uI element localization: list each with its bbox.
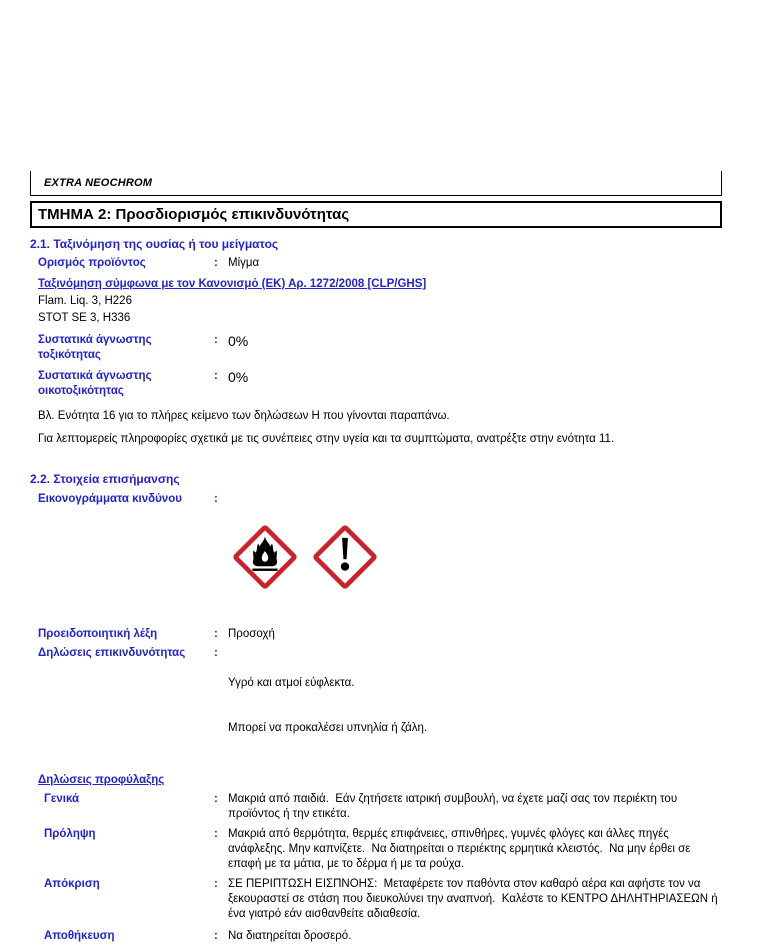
unknown-toxicity-row xyxy=(30,333,722,363)
hazard-statements-label: Δηλώσεις επικινδυνότητας xyxy=(38,647,186,659)
precaution-general-label: Γενικά xyxy=(44,793,80,805)
unknown-toxicity-label: Συστατικά άγνωστης τοξικότητας xyxy=(38,334,152,361)
precaution-general-row xyxy=(30,792,722,822)
colon: : xyxy=(214,628,218,640)
hazard-class-flam-liq: Flam. Liq. 3, H226 xyxy=(38,295,132,307)
running-header-box xyxy=(30,171,722,196)
hazard-class-stot-se: STOT SE 3, H336 xyxy=(38,311,131,324)
colon: : xyxy=(214,493,218,505)
subsection-2-1-heading: 2.1. Ταξινόμηση της ουσίας ή του μείγματος xyxy=(30,237,279,251)
precaution-response-row xyxy=(30,877,722,922)
colon: : xyxy=(214,793,218,805)
subsection-2-2-heading: 2.2. Στοιχεία επισήμανσης xyxy=(30,472,180,486)
precaution-response-value: ΣΕ ΠΕΡΙΠΤΩΣΗ ΕΙΣΠΝΟΗΣ: Μεταφέρετε τον παθόντα στον καθαρό αέρα και αφήστε τον να ξεκουραστεί σε στάση που διευκολύνει την αναπνοή. Καλέστε το ΚΕΝΤΡΟ ΔΗΛΗΤΗΡΙΑΣΕΩΝ ή ένα γιατρό εάν αισθανθείτε αδιαθεσία. xyxy=(228,878,721,920)
signal-word-row xyxy=(30,627,722,642)
product-name: EXTRA NEOCHROM xyxy=(44,177,153,189)
hazard-pictograms-label: Εικονογράμματα κινδύνου xyxy=(38,493,182,505)
flame-pictogram-icon xyxy=(232,524,298,590)
precaution-storage-row xyxy=(30,929,722,944)
section-title-box xyxy=(30,201,722,228)
unknown-ecotoxicity-row xyxy=(30,369,722,399)
signal-word-value: Προσοχή xyxy=(228,628,275,640)
precaution-storage-value: Να διατηρείται δροσερό. xyxy=(228,930,352,942)
exclamation-mark-pictogram-icon xyxy=(312,524,378,590)
precaution-response-label: Απόκριση xyxy=(44,878,100,890)
hazard-statements-value: Υγρό και ατμοί εύφλεκτα. Μπορεί να προκαλέσει υπνηλία ή ζάλη. xyxy=(228,677,428,734)
signal-word-label: Προειδοποιητική λέξη xyxy=(38,628,158,640)
product-definition-value: Μίγμα xyxy=(228,257,260,269)
product-definition-row xyxy=(30,256,722,271)
precaution-general-value: Μακριά από παιδιά. Εάν ζητήσετε ιατρική συμβουλή, να έχετε μαζί σας τον περιέκτη του προϊόντος ή την ετικέτα. xyxy=(228,793,681,820)
unknown-ecotoxicity-value: 0% xyxy=(228,369,249,385)
precaution-prevention-label: Πρόληψη xyxy=(44,828,96,840)
note-h-statements: Βλ. Ενότητα 16 για το πλήρες κείμενο των δηλώσεων H που γίνονται παραπάνω. xyxy=(38,410,450,422)
unknown-ecotoxicity-label: Συστατικά άγνωστης οικοτοξικότητας xyxy=(38,370,152,397)
hazard-pictograms-row xyxy=(30,492,722,620)
colon: : xyxy=(214,878,218,890)
note-section-11: Για λεπτομερείς πληροφορίες σχετικά με τις συνέπειες στην υγεία και τα συμπτώματα, ανατρέξτε στην ενότητα 11. xyxy=(38,433,615,445)
colon: : xyxy=(214,334,218,346)
precautionary-statements-heading: Δηλώσεις προφύλαξης xyxy=(38,774,165,786)
colon: : xyxy=(214,930,218,942)
page-content xyxy=(30,0,722,944)
precaution-prevention-value: Μακριά από θερμότητα, θερμές επιφάνειες, σπινθήρες, γυμνές φλόγες και άλλες πηγές ανάφλεξης. Μην καπνίζετε. Να διατηρείται ο περιέκτης ερμητικά κλειστός. Να μην έρθει σε επαφή με τα μάτια, με το δέρμα ή με τα ρούχα. xyxy=(228,828,694,870)
colon: : xyxy=(214,828,218,840)
section-title: ΤΜΗΜΑ 2: Προσδιορισμός επικινδυνότητας xyxy=(38,206,350,223)
colon: : xyxy=(214,370,218,382)
precaution-storage-label: Αποθήκευση xyxy=(44,930,115,942)
colon: : xyxy=(214,257,218,269)
pictogram-group xyxy=(228,522,722,590)
hazard-statements-row xyxy=(30,646,722,766)
unknown-toxicity-value: 0% xyxy=(228,333,249,349)
colon: : xyxy=(214,647,218,659)
clp-classification-link[interactable]: Ταξινόμηση σύμφωνα με τον Κανονισμό (ΕΚ) Αρ. 1272/2008 [CLP/GHS] xyxy=(38,278,427,290)
precaution-prevention-row xyxy=(30,827,722,872)
product-definition-label: Ορισμός προϊόντος xyxy=(38,257,146,269)
